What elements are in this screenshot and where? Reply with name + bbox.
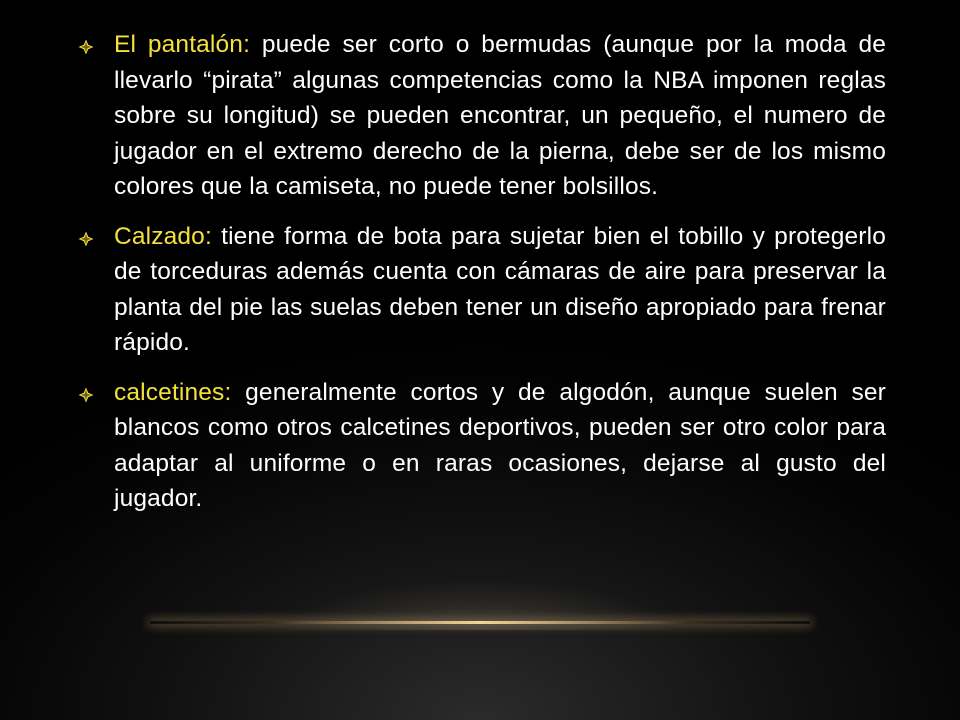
bullet-item-calcetines [78,375,886,517]
decorative-glow [200,560,760,630]
bullet-term: El pantalón: [114,31,251,58]
diamond-bullet-icon [78,231,94,247]
decorative-divider-line [150,621,810,624]
bullet-text [114,27,886,205]
bullet-description: puede ser corto o bermudas (aunque por la moda de llevarlo “pirata” algunas competencias como la NBA imponen reglas sobre su longitud) se pueden encontrar, un pequeño, el numero de jugador en el extremo derecho de la pierna, debe ser de los mismo colores que la camiseta, no puede tener bolsillos. [114,31,886,200]
bullet-term: calcetines: [114,378,232,406]
bullet-text [114,375,886,517]
diamond-bullet-icon [78,39,94,55]
diamond-bullet-icon [78,387,94,403]
bullet-list [78,27,886,531]
bullet-text [114,219,886,361]
bullet-term: Calzado: [114,222,212,250]
bullet-item-pantalon [78,27,886,205]
bullet-item-calzado [78,219,886,361]
bullet-description: tiene forma de bota para sujetar bien el tobillo y protegerlo de torceduras además cuenta con cámaras de aire para preservar la planta del pie las suelas deben tener un diseño apropiado para frenar rápido. [114,222,886,356]
bullet-description: generalmente cortos y de algodón, aunque suelen ser blancos como otros calcetines deportivos, pueden ser otro color para adaptar al uniforme o en raras ocasiones, dejarse al gusto del jugador. [114,378,886,512]
